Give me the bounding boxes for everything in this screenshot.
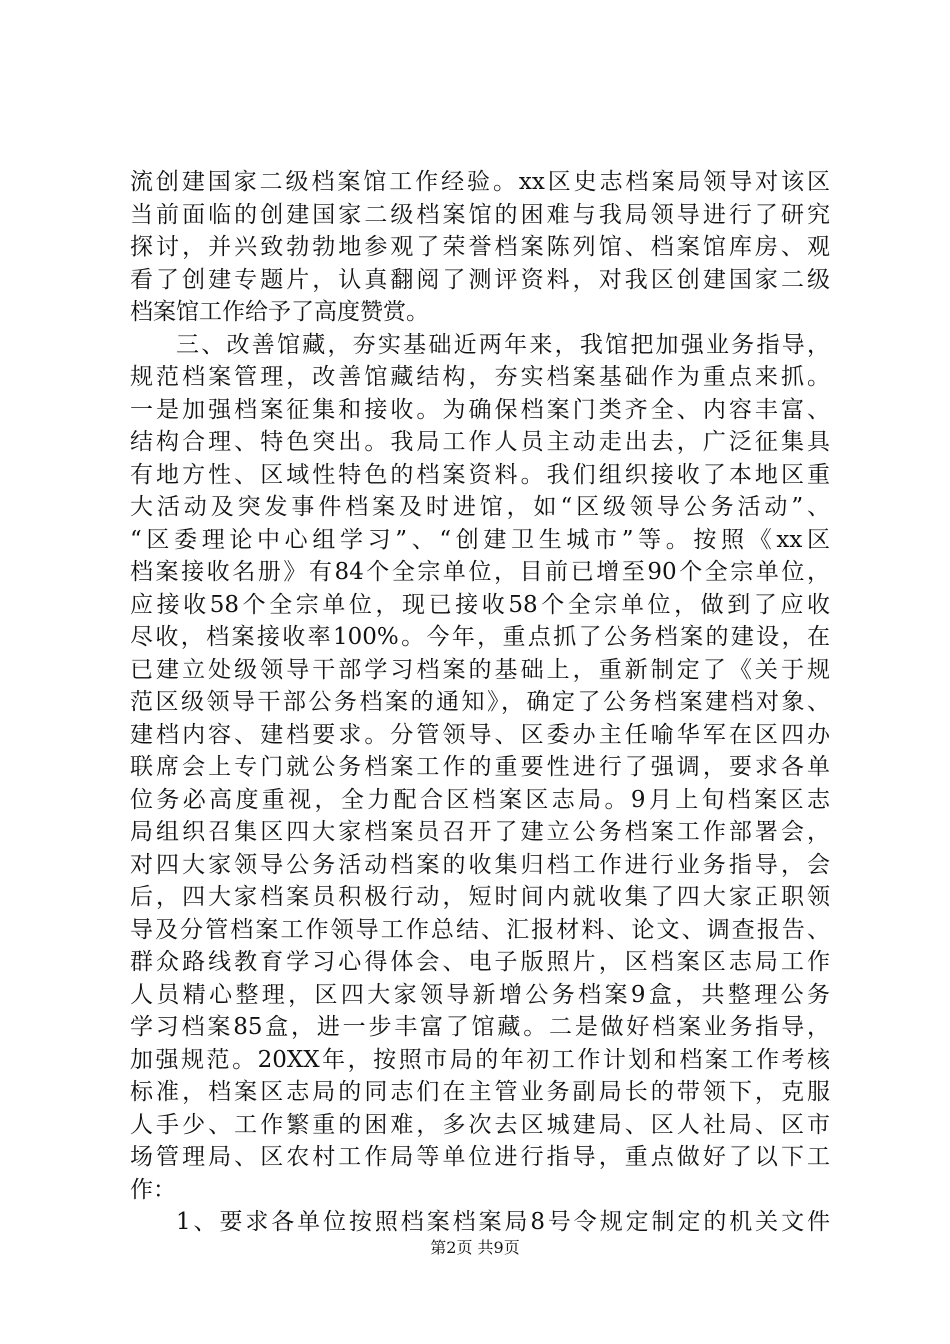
page-footer: 第2页 共9页	[430, 1238, 520, 1257]
text-line: 结构合理、特色突出。我局工作人员主动走出去，广泛征集具	[130, 429, 830, 455]
text-line: 档案接收名册》有84个全宗单位，目前已增至90个全宗单位，	[130, 559, 830, 585]
text-line: 对四大家领导公务活动档案的收集归档工作进行业务指导，会	[130, 851, 830, 878]
text-line: 流创建国家二级档案馆工作经验。xx区史志档案局领导对该区	[130, 169, 830, 195]
text-line: 场管理局、区农村工作局等单位进行指导，重点做好了以下工	[130, 1144, 830, 1170]
text-line: 联席会上专门就公务档案工作的重要性进行了强调，要求各单	[130, 754, 830, 780]
text-line: 局组织召集区四大家档案员召开了建立公务档案工作部署会，	[130, 819, 830, 845]
text-line: 有地方性、区域性特色的档案资料。我们组织接收了本地区重	[130, 461, 830, 488]
text-line: 导及分管档案工作领导工作总结、汇报材料、论文、调查报告、	[130, 916, 830, 943]
text-line: 范区级领导干部公务档案的通知》，确定了公务档案建档对象、	[130, 689, 830, 715]
text-line: 探讨，并兴致勃勃地参观了荣誉档案陈列馆、档案馆库房、观	[130, 234, 830, 260]
text-line: 学习档案85盒，进一步丰富了馆藏。二是做好档案业务指导，	[130, 1014, 830, 1040]
text-line: 当前面临的创建国家二级档案馆的困难与我局领导进行了研究	[130, 201, 830, 228]
text-line: 位务必高度重视，全力配合区档案区志局。9月上旬档案区志	[130, 786, 830, 813]
text-line: 大活动及突发事件档案及时进馆，如“区级领导公务活动”、	[130, 494, 830, 520]
text-line: 尽收，档案接收率100%。今年，重点抓了公务档案的建设，在	[130, 624, 830, 650]
text-line: “区委理论中心组学习”、“创建卫生城市”等。按照《xx区	[130, 526, 830, 553]
text-line: 后，四大家档案员积极行动，短时间内就收集了四大家正职领	[130, 884, 830, 910]
text-line: 人员精心整理，区四大家领导新增公务档案9盒，共整理公务	[130, 981, 830, 1008]
text-line: 标准，档案区志局的同志们在主管业务副局长的带领下，克服	[130, 1079, 830, 1105]
text-line: 三、改善馆藏，夯实基础近两年来，我馆把加强业务指导，	[176, 331, 830, 358]
text-line: 规范档案管理，改善馆藏结构，夯实档案基础作为重点来抓。	[130, 364, 830, 390]
text-line: 群众路线教育学习心得体会、电子版照片，区档案区志局工作	[130, 949, 830, 975]
text-line: 应接收58个全宗单位，现已接收58个全宗单位，做到了应收	[130, 591, 830, 618]
text-line: 一是加强档案征集和接收。为确保档案门类齐全、内容丰富、	[130, 396, 830, 423]
text-line: 档案馆工作给予了高度赞赏。	[130, 299, 429, 325]
text-line: 加强规范。20XX年，按照市局的年初工作计划和档案工作考核	[130, 1046, 830, 1073]
text-line: 人手少、工作繁重的困难，多次去区城建局、区人社局、区市	[130, 1111, 830, 1138]
text-line: 建档内容、建档要求。分管领导、区委办主任喻华军在区四办	[130, 721, 830, 748]
text-line: 已建立处级领导干部学习档案的基础上，重新制定了《关于规	[130, 656, 830, 683]
text-line: 作：	[130, 1176, 176, 1203]
text-line: 1、要求各单位按照档案档案局8号令规定制定的机关文件	[176, 1209, 830, 1235]
text-line: 看了创建专题片，认真翻阅了测评资料，对我区创建国家二级	[130, 266, 830, 293]
body-text	[130, 166, 830, 1239]
